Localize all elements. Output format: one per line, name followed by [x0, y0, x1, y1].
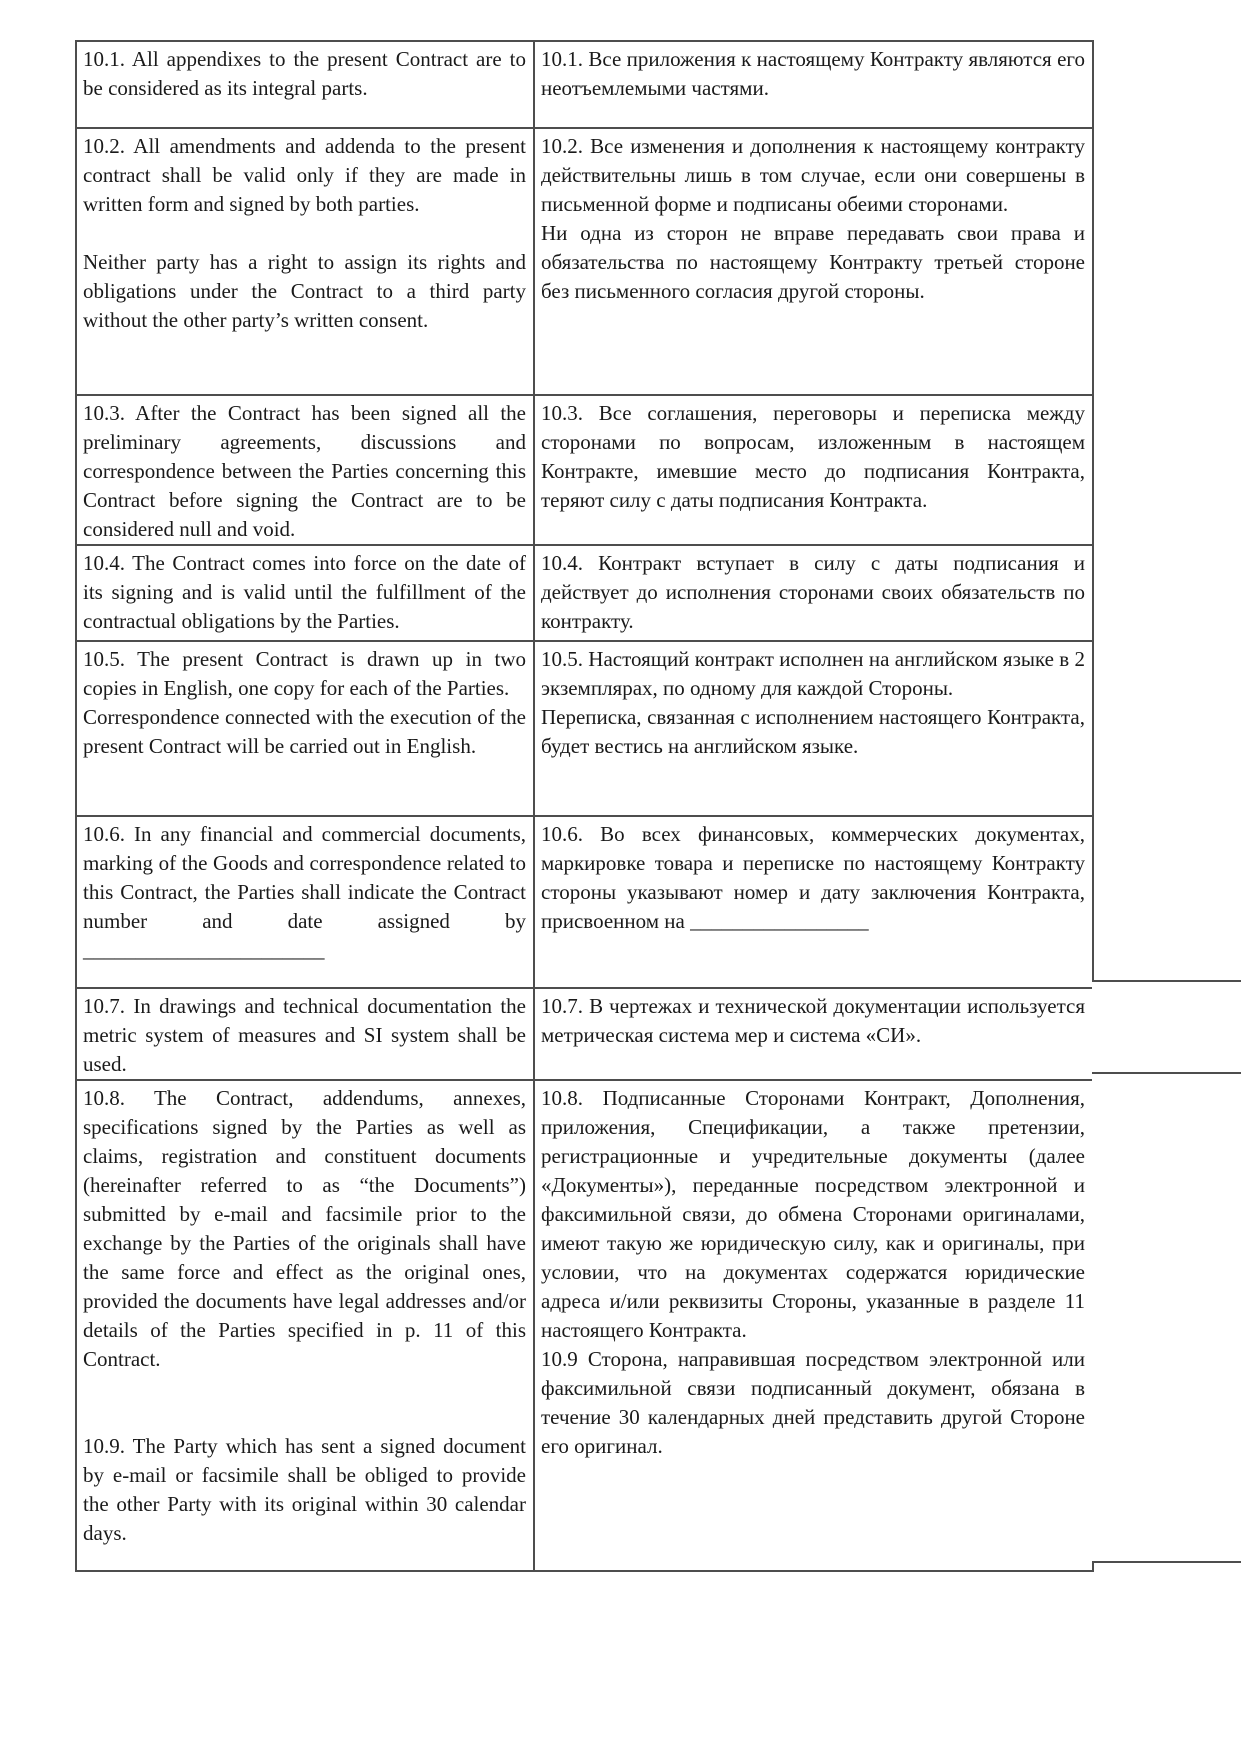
clause-10-2-ru: 10.2. Все изменения и дополнения к настоящему контракту действительны лишь в том случае, если они совершены в письменной форме и подписаны обеими сторонами.	[541, 134, 1085, 216]
cell-10-3-ru	[534, 395, 1093, 545]
cell-10-5-ru	[534, 641, 1093, 816]
contract-table	[75, 40, 1094, 1572]
clause-10-1-en: 10.1. All appendixes to the present Contract are to be considered as its integral parts.	[83, 47, 526, 100]
cell-10-3-en	[76, 395, 534, 545]
clause-10-5-ru-cont: Переписка, связанная с исполнением настоящего Контракта, будет вестись на английском языке.	[541, 705, 1085, 758]
clause-10-8-en: 10.8. The Contract, addendums, annexes, specifications signed by the Parties as well as claims, registration and constituent documents (hereinafter referred to as “the Documents”) submitted by e-mail and facsimile prior to the exchange by the Parties of the originals shall have the same force and effect as the original ones, provided the documents have legal addresses and/or details of the Parties specified in p. 11 of this Contract.	[83, 1086, 526, 1371]
contract-row-10-1	[76, 41, 1093, 128]
clause-10-6-en: 10.6. In any financial and commercial documents, marking of the Goods and correspondence related to this Contract, the Parties shall indicate the Contract number and date assigned by _______________________	[83, 822, 526, 962]
clause-10-3-ru: 10.3. Все соглашения, переговоры и переписка между сторонами по вопросам, изложенным в настоящем Контракте, имевшие место до подписания Контракта, теряют силу с даты подписания Контракта.	[541, 401, 1085, 512]
cell-10-2-en	[76, 128, 534, 395]
contract-row-10-7	[76, 988, 1093, 1080]
clause-10-2-ru-cont: Ни одна из сторон не вправе передавать свои права и обязательства по настоящему Контракту третьей стороне без письменного согласия другой стороны.	[541, 221, 1085, 303]
cell-10-4-en	[76, 545, 534, 641]
clause-10-5-ru: 10.5. Настоящий контракт исполнен на английском языке в 2 экземплярах, по одному для каждой Стороны.	[541, 647, 1085, 700]
contract-row-10-3	[76, 395, 1093, 545]
contract-row-10-8-10-9	[76, 1080, 1093, 1571]
cell-10-4-ru	[534, 545, 1093, 641]
clause-10-7-ru: 10.7. В чертежах и технической документации используется метрическая система мер и система «СИ».	[541, 994, 1085, 1047]
clause-10-4-en: 10.4. The Contract comes into force on the date of its signing and is valid until the fulfillment of the contractual obligations by the Parties.	[83, 551, 526, 633]
clause-10-6-ru: 10.6. Во всех финансовых, коммерческих документах, маркировке товара и переписке по настоящему Контракту стороны указывают номер и дату заключения Контракта, присвоенном на _________________	[541, 822, 1085, 933]
cell-10-6-en	[76, 816, 534, 988]
clause-10-2-en: 10.2. All amendments and addenda to the present contract shall be valid only if they are made in written form and signed by both parties.	[83, 134, 526, 216]
cell-10-6-ru	[534, 816, 1093, 988]
cell-10-7-ru	[534, 988, 1093, 1080]
contract-row-10-6	[76, 816, 1093, 988]
cell-10-2-ru	[534, 128, 1093, 395]
clause-10-7-en: 10.7. In drawings and technical documentation the metric system of measures and SI system shall be used.	[83, 994, 526, 1076]
clause-10-5-en-cont: Correspondence connected with the execution of the present Contract will be carried out in English.	[83, 705, 526, 758]
clause-10-3-en: 10.3. After the Contract has been signed all the preliminary agreements, discussions and correspondence between the Parties concerning this Contract before signing the Contract are to be considered null and void.	[83, 401, 526, 541]
empty-side-cell-row-10-8	[1092, 1072, 1241, 1563]
cell-10-1-en	[76, 41, 534, 128]
clause-10-9-ru: 10.9 Сторона, направившая посредством электронной или факсимильной связи подписанный документ, обязана в течение 30 календарных дней представить другой Стороне его оригинал.	[541, 1347, 1085, 1458]
contract-row-10-5	[76, 641, 1093, 816]
cell-10-8-en	[76, 1080, 534, 1571]
contract-row-10-4	[76, 545, 1093, 641]
cell-10-7-en	[76, 988, 534, 1080]
contract-row-10-2	[76, 128, 1093, 395]
cell-10-1-ru	[534, 41, 1093, 128]
clause-10-5-en: 10.5. The present Contract is drawn up in two copies in English, one copy for each of the Parties.	[83, 647, 526, 700]
clause-10-2-en-cont: Neither party has a right to assign its rights and obligations under the Contract to a third party without the other party’s written consent.	[83, 250, 526, 332]
cell-10-5-en	[76, 641, 534, 816]
clause-10-1-ru: 10.1. Все приложения к настоящему Контракту являются его неотъемлемыми частями.	[541, 47, 1085, 100]
empty-side-cell-row-10-7	[1092, 980, 1241, 1072]
cell-10-8-ru	[534, 1080, 1093, 1571]
clause-10-9-en: 10.9. The Party which has sent a signed document by e-mail or facsimile shall be obliged to provide the other Party with its original within 30 calendar days.	[83, 1434, 526, 1545]
clause-10-4-ru: 10.4. Контракт вступает в силу с даты подписания и действует до исполнения сторонами своих обязательств по контракту.	[541, 551, 1085, 633]
clause-10-8-ru: 10.8. Подписанные Сторонами Контракт, Дополнения, приложения, Спецификации, а также претензии, регистрационные и учредительные документы (далее «Документы»), переданные посредством электронной и факсимильной связи, до обмена Сторонами оригиналами, имеют такую же юридическую силу, как и оригиналы, при условии, что на документах содержатся юридические адреса и/или реквизиты Стороны, указанные в разделе 11 настоящего Контракта.	[541, 1086, 1085, 1342]
